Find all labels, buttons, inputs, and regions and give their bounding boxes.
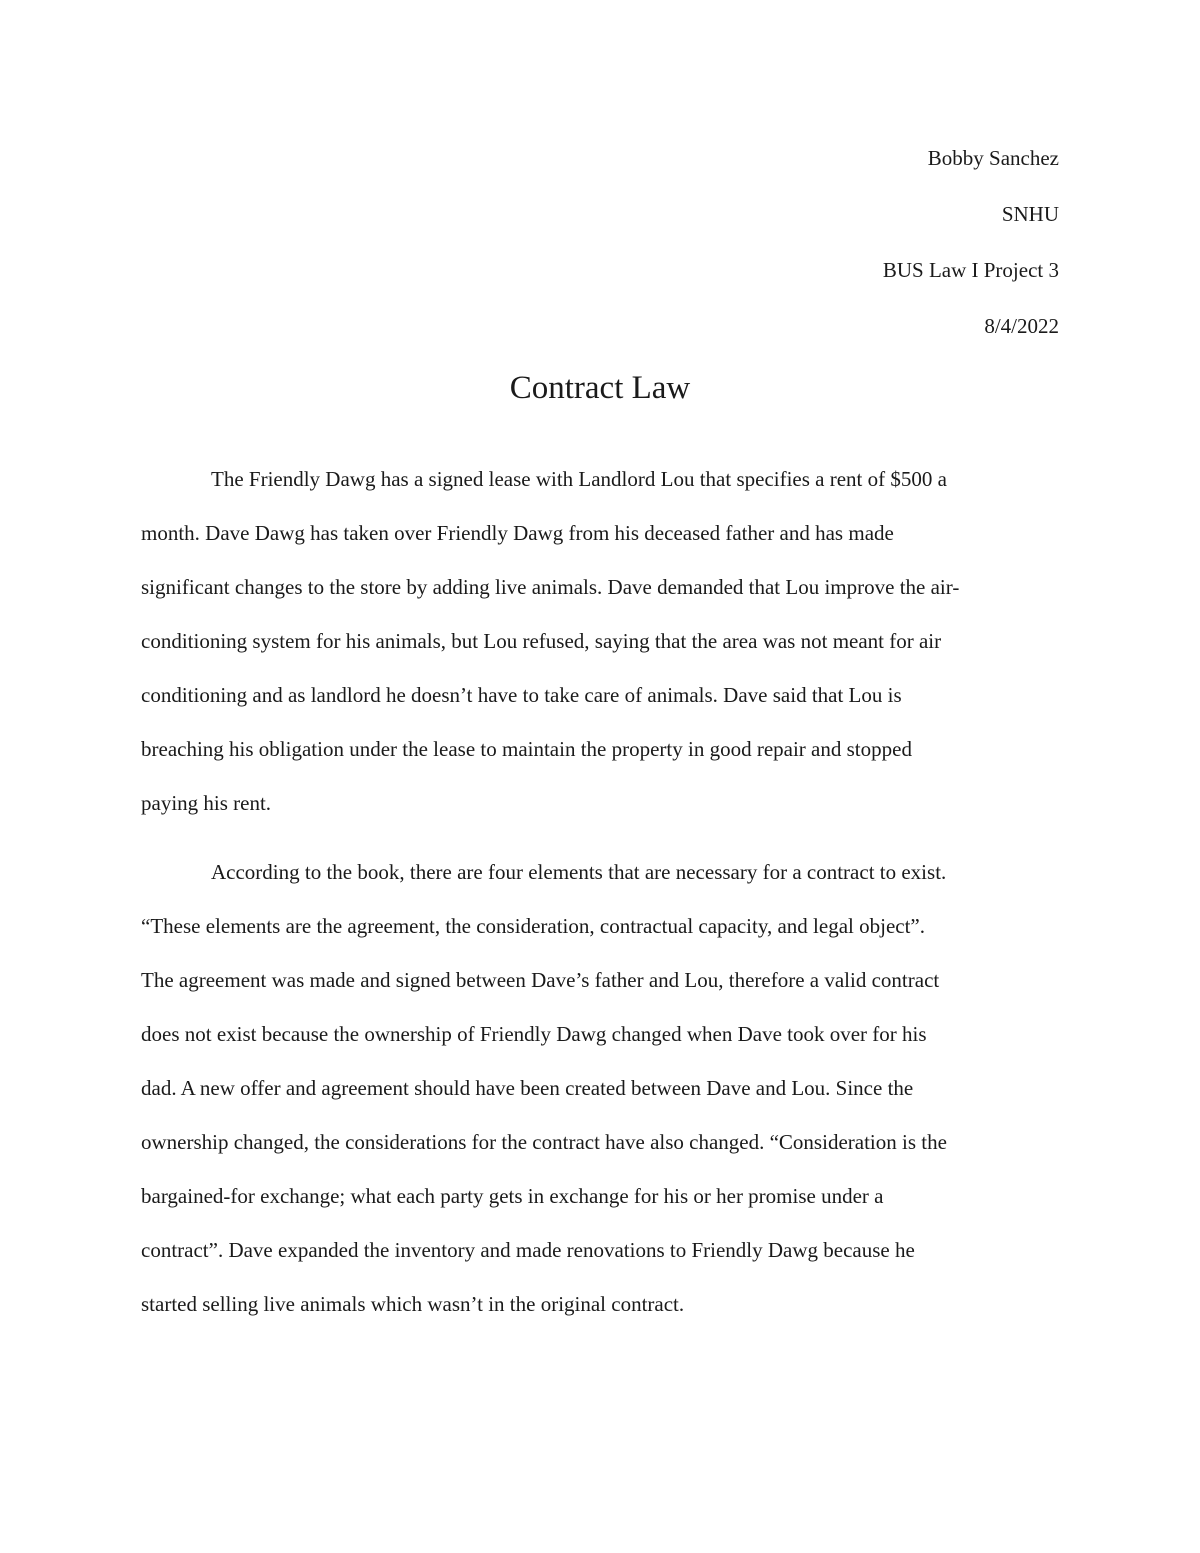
paragraph-line: conditioning system for his animals, but Lou refused, saying that the area was not meant for air (141, 629, 942, 653)
paragraph-line: contract”. Dave expanded the inventory and made renovations to Friendly Dawg because he (141, 1238, 915, 1262)
paragraph-line: significant changes to the store by adding live animals. Dave demanded that Lou improve the air- (141, 575, 960, 599)
school-name: SNHU (1001, 202, 1059, 226)
paragraph-line: According to the book, there are four elements that are necessary for a contract to exist. (211, 860, 947, 884)
paragraph-line: started selling live animals which wasn’t in the original contract. (141, 1292, 685, 1316)
paragraph-1 (141, 452, 1059, 830)
paragraph-2 (141, 845, 1059, 1331)
paragraph-line: breaching his obligation under the lease to maintain the property in good repair and stopped (141, 737, 912, 761)
author-header (883, 140, 1059, 364)
paragraph-line: month. Dave Dawg has taken over Friendly Dawg from his deceased father and has made (141, 521, 894, 545)
paragraph-line: dad. A new offer and agreement should have been created between Dave and Lou. Since the (141, 1076, 914, 1100)
document-title: Contract Law (509, 370, 691, 406)
paragraph-line: ownership changed, the considerations for the contract have also changed. “Consideration is the (141, 1130, 947, 1154)
author-name: Bobby Sanchez (927, 146, 1059, 170)
paragraph-line: paying his rent. (141, 791, 272, 815)
paragraph-line: The Friendly Dawg has a signed lease with Landlord Lou that specifies a rent of $500 a (211, 467, 947, 491)
paragraph-line: “These elements are the agreement, the consideration, contractual capacity, and legal object”. (141, 914, 926, 938)
document-date: 8/4/2022 (984, 314, 1059, 338)
course-name: BUS Law I Project 3 (882, 258, 1059, 282)
paragraph-line: does not exist because the ownership of Friendly Dawg changed when Dave took over for his (141, 1022, 927, 1046)
paragraph-line: The agreement was made and signed between Dave’s father and Lou, therefore a valid contract (141, 968, 940, 992)
paragraph-line: bargained-for exchange; what each party gets in exchange for his or her promise under a (141, 1184, 884, 1208)
paragraph-line: conditioning and as landlord he doesn’t have to take care of animals. Dave said that Lou is (141, 683, 902, 707)
